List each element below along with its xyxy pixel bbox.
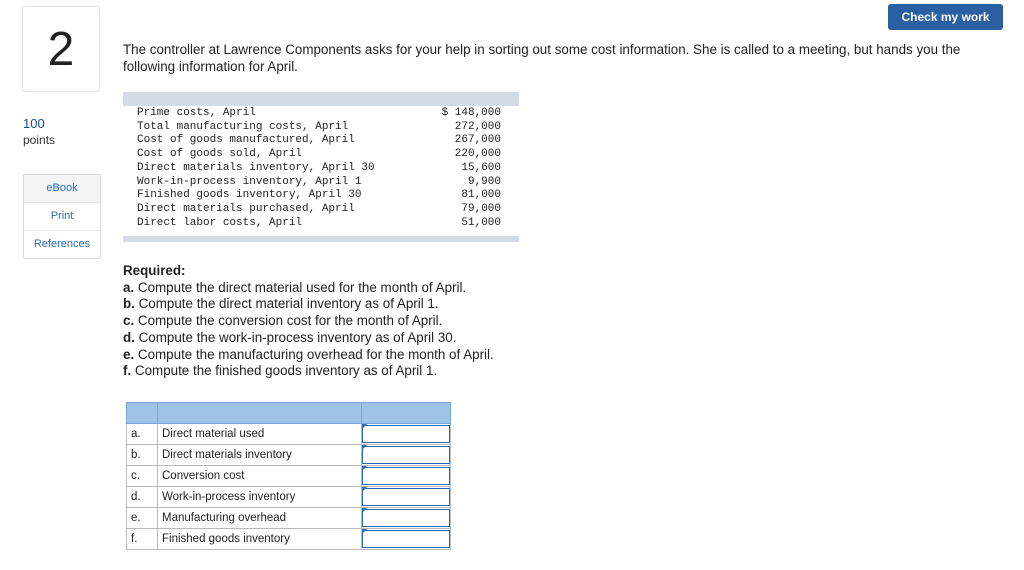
row-label: Cost of goods sold, April <box>137 148 303 161</box>
manufacturing-overhead-input[interactable] <box>362 509 450 527</box>
resource-links <box>23 174 101 259</box>
input-marker-icon <box>362 508 367 513</box>
row-label: Finished goods inventory, April 30 <box>137 189 362 202</box>
table-row <box>123 162 519 176</box>
answer-label: Conversion cost <box>158 466 362 487</box>
row-label: Direct labor costs, April <box>137 216 303 229</box>
required-item-text: Compute the work-in-process inventory as of April 30. <box>138 329 457 345</box>
answer-label: Direct material used <box>158 424 362 445</box>
print-link[interactable]: Print <box>24 203 100 231</box>
answer-letter: f. <box>127 529 158 550</box>
work-in-process-inventory-input[interactable] <box>362 488 450 506</box>
answer-row <box>127 424 451 445</box>
table-row <box>123 176 519 190</box>
required-item <box>123 347 723 364</box>
required-item-letter: f. <box>123 363 132 379</box>
required-item-text: Compute the conversion cost for the month of April. <box>137 313 443 329</box>
row-label: Direct materials inventory, April 30 <box>137 161 375 174</box>
input-marker-icon <box>362 424 367 429</box>
row-value: 220,000 <box>454 148 501 161</box>
required-item-text: Compute the finished goods inventory as of April 1. <box>134 363 438 379</box>
input-marker-icon <box>362 487 367 492</box>
row-value: 79,000 <box>461 202 501 215</box>
answer-label: Work-in-process inventory <box>158 487 362 508</box>
answer-letter: d. <box>127 487 158 508</box>
row-value: 81,000 <box>461 189 501 202</box>
input-marker-icon <box>362 445 367 450</box>
table-row <box>123 148 519 162</box>
check-my-work-button[interactable]: Check my work <box>888 4 1003 30</box>
row-value: 51,000 <box>461 216 501 229</box>
required-item <box>123 296 723 313</box>
required-item <box>123 330 723 347</box>
answer-row <box>127 487 451 508</box>
answer-letter: b. <box>127 445 158 466</box>
row-label: Prime costs, April <box>137 107 256 119</box>
required-item-text: Compute the manufacturing overhead for the month of April. <box>137 346 494 362</box>
finished-goods-inventory-input[interactable] <box>362 530 450 548</box>
ebook-link[interactable]: eBook <box>24 175 100 203</box>
table-row <box>123 217 519 231</box>
answer-label: Direct materials inventory <box>158 445 362 466</box>
row-value: 9,900 <box>467 175 501 188</box>
required-item-text: Compute the direct material used for the month of April. <box>137 279 467 295</box>
points-value: 100 <box>23 116 45 131</box>
answer-row <box>127 508 451 529</box>
answer-label: Finished goods inventory <box>158 529 362 550</box>
points-label: points <box>23 133 56 147</box>
table-row <box>123 107 519 121</box>
table-row <box>123 121 519 135</box>
row-value: $ 148,000 <box>441 107 501 119</box>
answer-row <box>127 445 451 466</box>
row-value: 267,000 <box>454 134 501 147</box>
table-bottom-bar <box>123 236 519 242</box>
row-label: Total manufacturing costs, April <box>137 120 349 133</box>
required-item-letter: c. <box>123 313 135 329</box>
required-item-letter: a. <box>123 279 135 295</box>
answer-table-header <box>127 403 451 424</box>
question-intro: The controller at Lawrence Components asks for your help in sorting out some cost information. She is called to a meeting, but hands you the following information for April. <box>123 42 961 74</box>
input-marker-icon <box>362 529 367 534</box>
row-value: 15,600 <box>461 161 501 174</box>
answer-row <box>127 529 451 550</box>
table-row <box>123 134 519 148</box>
answer-letter: e. <box>127 508 158 529</box>
required-item-text: Compute the direct material inventory as of April 1. <box>138 296 439 312</box>
cost-data-table <box>123 92 519 242</box>
required-item-letter: e. <box>123 346 135 362</box>
answer-letter: a. <box>127 424 158 445</box>
row-label: Direct materials purchased, April <box>137 202 355 215</box>
answer-label: Manufacturing overhead <box>158 508 362 529</box>
conversion-cost-input[interactable] <box>362 467 450 485</box>
required-section <box>123 263 723 380</box>
direct-materials-inventory-input[interactable] <box>362 446 450 464</box>
table-row <box>123 203 519 217</box>
row-value: 272,000 <box>454 120 501 133</box>
question-number <box>22 6 100 92</box>
required-item-letter: b. <box>123 296 135 312</box>
required-item-letter: d. <box>123 329 135 345</box>
input-marker-icon <box>362 466 367 471</box>
question-number-text: 2 <box>47 22 75 76</box>
required-item <box>123 313 723 330</box>
table-top-bar <box>123 92 519 106</box>
points-block <box>23 116 55 148</box>
direct-material-used-input[interactable] <box>362 425 450 443</box>
row-label: Cost of goods manufactured, April <box>137 134 355 147</box>
answer-table <box>126 402 451 550</box>
answer-row <box>127 466 451 487</box>
table-row <box>123 189 519 203</box>
required-title: Required: <box>123 263 186 278</box>
row-label: Work-in-process inventory, April 1 <box>137 175 362 188</box>
required-item <box>123 363 723 380</box>
required-item <box>123 280 723 297</box>
answer-letter: c. <box>127 466 158 487</box>
references-link[interactable]: References <box>33 238 91 250</box>
